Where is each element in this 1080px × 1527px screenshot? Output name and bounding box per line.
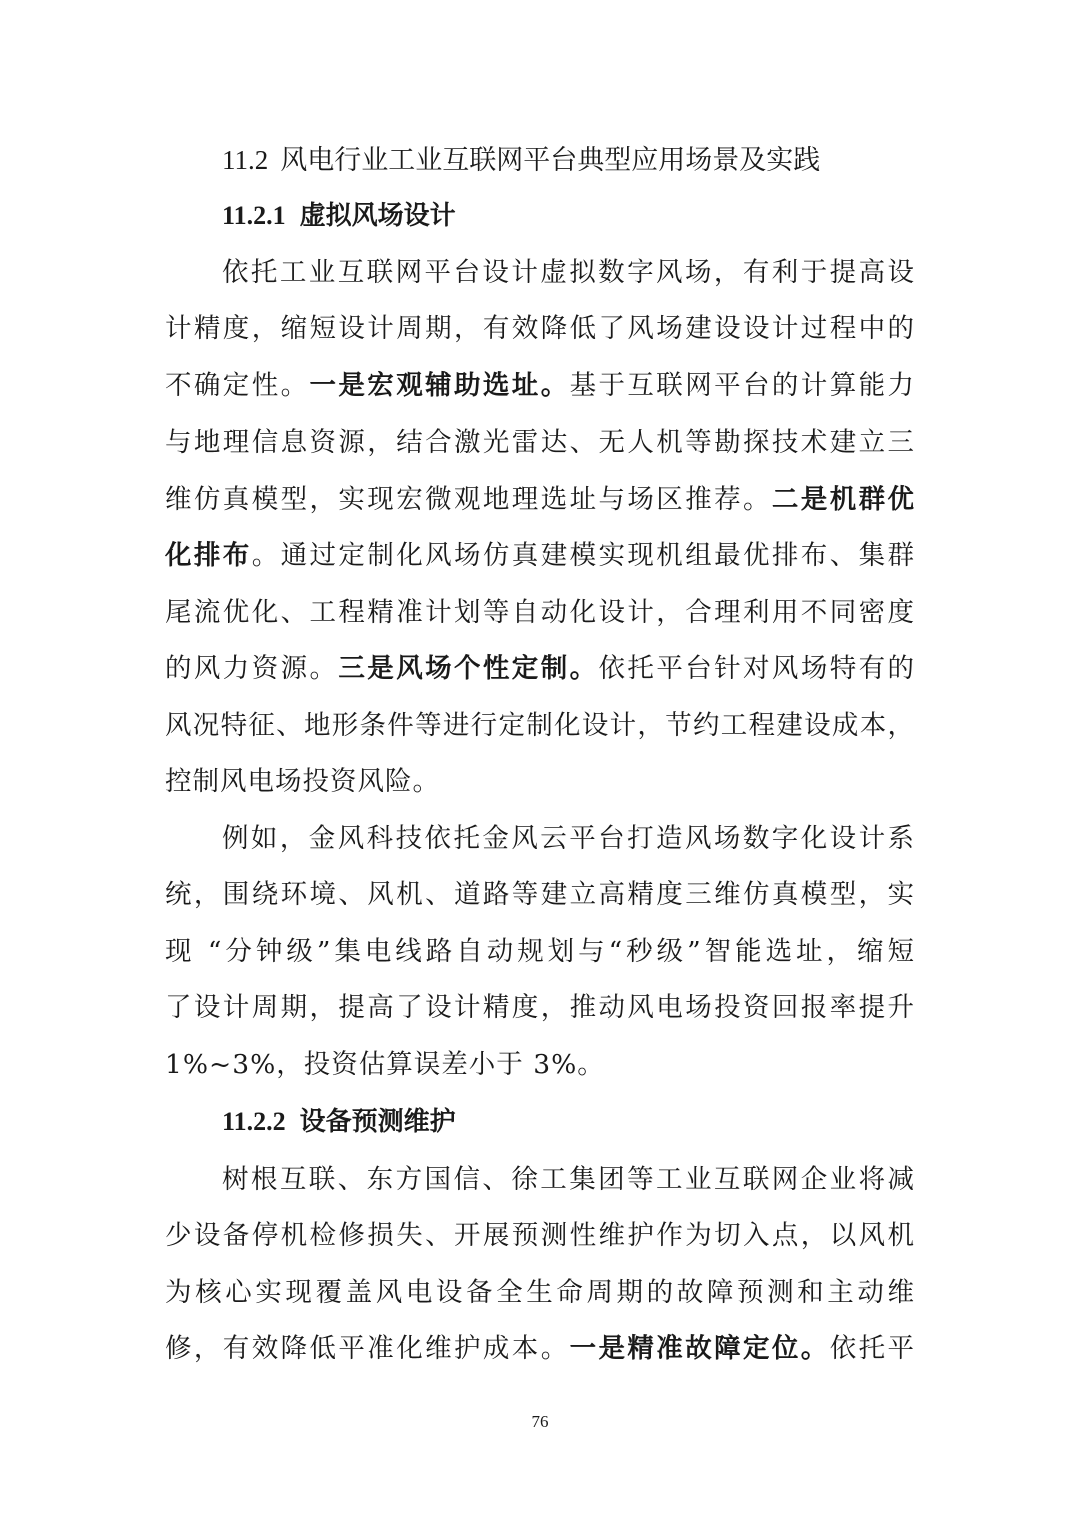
paragraph-line: 与地理信息资源，结合激光雷达、无人机等勘探技术建立三 — [165, 427, 915, 458]
paragraph-line: 例如，金风科技依托金风云平台打造风场数字化设计系 — [222, 823, 915, 854]
text-run: 维仿真模型，实现宏微观地理选址与场区推荐。 — [165, 484, 772, 515]
paragraph-line — [165, 1329, 915, 1369]
section-title: 风电行业工业互联网平台典型应用场景及实践 — [280, 145, 821, 176]
section-heading — [222, 140, 820, 181]
section-number: 11.2 — [222, 145, 269, 175]
paragraph-line: 尾流优化、工程精准计划等自动化设计，合理利用不同密度 — [165, 597, 915, 628]
text-run: 基于互联网平台的计算能力 — [569, 370, 916, 401]
paragraph-line: 控制风电场投资风险。 — [165, 766, 440, 797]
paragraph-line: 计精度，缩短设计周期，有效降低了风场建设设计过程中的 — [165, 313, 915, 344]
bold-key-point: 一是宏观辅助选址。 — [309, 370, 570, 401]
text-run: 不确定性。 — [165, 370, 310, 401]
subsection-number: 11.2.2 — [222, 1107, 286, 1136]
paragraph-line: 了设计周期，提高了设计精度，推动风电场投资回报率提升 — [165, 992, 915, 1023]
bold-key-point: 二是机群优 — [771, 484, 916, 515]
paragraph-line — [165, 649, 915, 689]
text-run: 的风力资源。 — [165, 653, 339, 684]
text-run: 依托平台针对风场特有的 — [598, 653, 916, 684]
paragraph-line — [165, 536, 915, 576]
paragraph-line: 树根互联、东方国信、徐工集团等工业互联网企业将减 — [222, 1164, 915, 1195]
subsection-title: 设备预测维护 — [299, 1107, 456, 1137]
subsection-heading-virtual-wind-farm — [222, 196, 456, 236]
bold-key-point: 化排布 — [165, 540, 252, 571]
paragraph-line — [165, 366, 915, 406]
paragraph-line: 少设备停机检修损失、开展预测性维护作为切入点，以风机 — [165, 1220, 915, 1251]
paragraph-line: 依托工业互联网平台设计虚拟数字风场，有利于提高设 — [222, 257, 915, 288]
paragraph-line — [165, 480, 915, 520]
text-run: 依托平 — [829, 1333, 916, 1364]
subsection-title: 虚拟风场设计 — [299, 201, 456, 231]
paragraph-line: 1%~3%，投资估算误差小于 3%。 — [165, 1049, 605, 1080]
paragraph-line: 现 “分钟级”集电线路自动规划与“秒级”智能选址，缩短 — [165, 936, 915, 967]
subsection-number: 11.2.1 — [222, 201, 286, 230]
paragraph-line: 为核心实现覆盖风电设备全生命周期的故障预测和主动维 — [165, 1277, 915, 1308]
bold-key-point: 一是精准故障定位。 — [569, 1333, 830, 1364]
paragraph-line: 统，围绕环境、风机、道路等建立高精度三维仿真模型，实 — [165, 879, 915, 910]
page-number: 76 — [531, 1412, 549, 1431]
text-run: 修，有效降低平准化维护成本。 — [165, 1333, 570, 1364]
paragraph-line: 风况特征、地形条件等进行定制化设计，节约工程建设成本， — [165, 710, 915, 741]
text-run: 。通过定制化风场仿真建模实现机组最优排布、集群 — [251, 540, 916, 571]
subsection-heading-predictive-maintenance — [222, 1102, 456, 1142]
bold-key-point: 三是风场个性定制。 — [338, 653, 599, 684]
